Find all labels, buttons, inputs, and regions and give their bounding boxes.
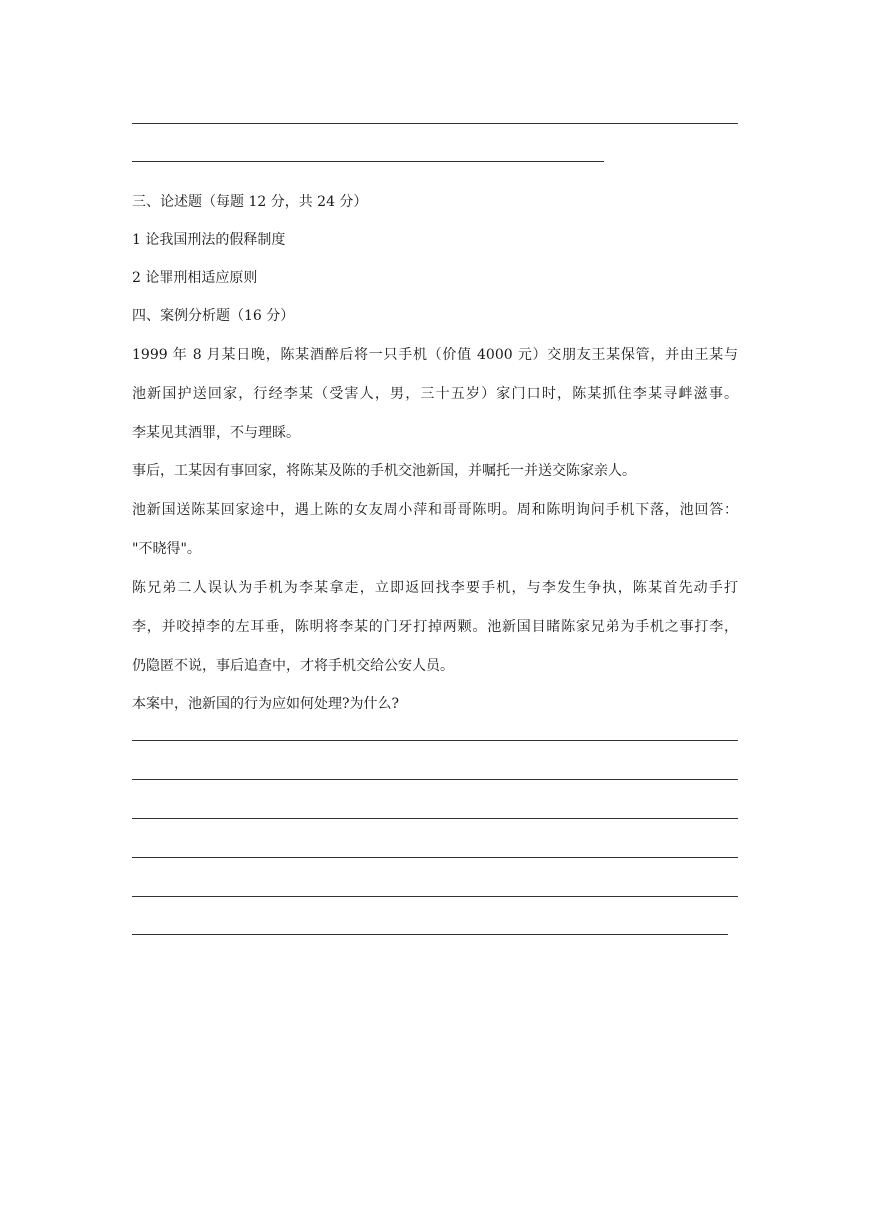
case-text-line: "不晓得"。 xyxy=(132,541,201,557)
case-text-line: 仍隐匿不说，事后追查中，才将手机交给公安人员。 xyxy=(132,658,454,674)
answer-blank-line xyxy=(132,934,728,935)
case-text-line: 1999 年 8 月某日晚，陈某酒醉后将一只手机（价值 4000 元）交朋友王某保管，并由王某与 xyxy=(132,347,738,363)
case-text-line: 陈兄弟二人误认为手机为李某拿走，立即返回找李要手机，与李发生争执，陈某首先动手打 xyxy=(132,580,738,596)
answer-blank-line xyxy=(132,123,738,124)
case-question: 本案中，池新国的行为应如何处理?为什么? xyxy=(132,696,400,712)
case-text-line: 李某见其酒罪，不与理睬。 xyxy=(132,425,300,441)
answer-blank-line xyxy=(132,818,738,819)
case-text-line: 池新国护送回家，行经李某（受害人，男，三十五岁）家门口时，陈某抓住李某寻衅滋事。 xyxy=(132,386,738,402)
answer-blank-line xyxy=(132,779,738,780)
case-text-line: 池新国送陈某回家途中，遇上陈的女友周小萍和哥哥陈明。周和陈明询问手机下落，池回答： xyxy=(132,502,738,518)
answer-blank-line xyxy=(132,857,738,858)
case-text-line: 李，并咬掉李的左耳垂，陈明将李某的门牙打掉两颗。池新国目睹陈家兄弟为手机之事打李， xyxy=(132,619,738,635)
answer-blank-line xyxy=(132,161,604,162)
answer-blank-line xyxy=(132,896,738,897)
case-text-line: 事后，工某因有事回家，将陈某及陈的手机交池新国，并嘱托一并送交陈家亲人。 xyxy=(132,463,636,479)
section-heading-case: 四、案例分析题（16 分） xyxy=(132,308,295,324)
section-heading-essay: 三、论述题（每题 12 分，共 24 分） xyxy=(132,194,368,210)
answer-blank-line xyxy=(132,740,738,741)
essay-question-1: 1 论我国刑法的假释制度 xyxy=(132,232,286,248)
essay-question-2: 2 论罪刑相适应原则 xyxy=(132,270,258,286)
